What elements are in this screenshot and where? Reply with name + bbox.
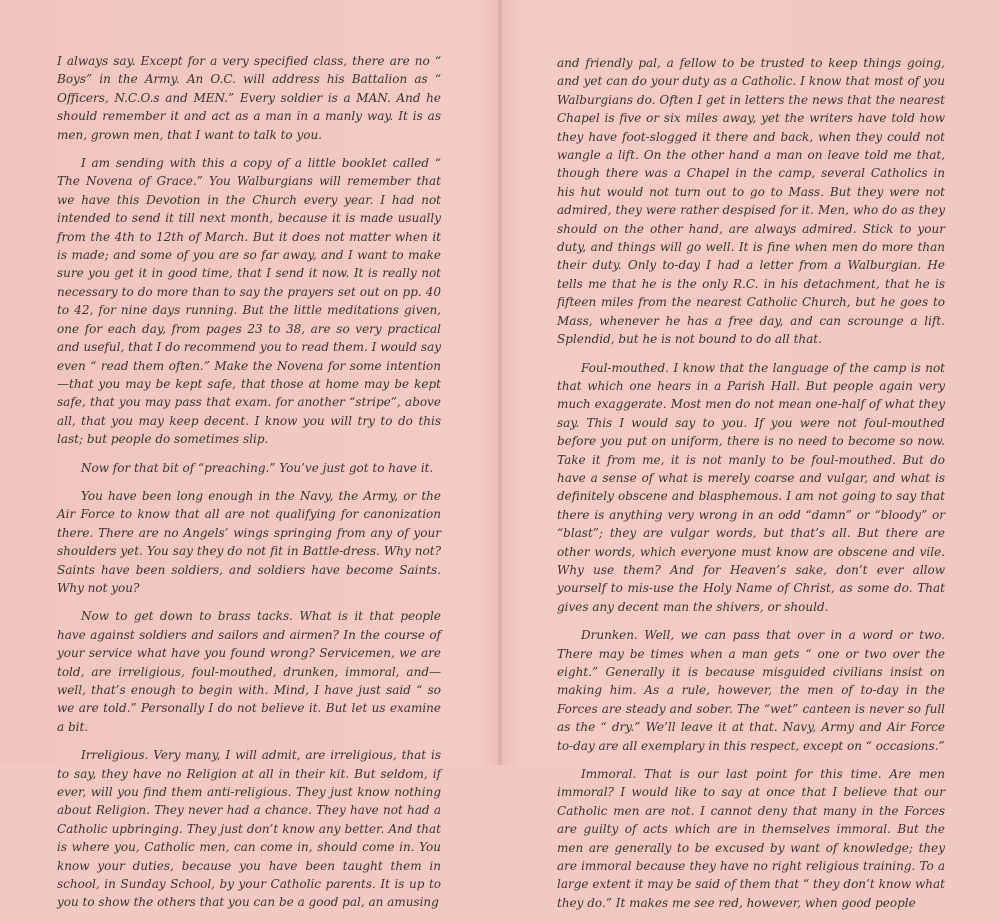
paragraph: Now to get down to brass tacks. What is it that people have against soldiers and sailors and airmen? In the course of your service what have you found wrong? Servicemen, we are told, are irreligious, foul-mouthed, drunken, immoral, and—well, that’s enough to begin with. Mind, I have just said “ so we are told.” Personally I do not believe it. But let us examine a bit. (57, 609, 441, 734)
paragraph: Foul-mouthed. I know that the language of the camp is not that which one hears in a Parish Hall. But people again very much exaggerate. Most men do not mean one-half of what they say. This I would say to you. If you were not foul-mouthed before you put on uniform, there is no need to become so now. Take it from me, it is not manly to be foul-mouthed. But do have a sense of what is merely coarse and vulgar, and what is definitely obscene and blasphemous. I am not going to say that there is anything very wrong in an odd “damn” or “bloody” or “blast”; they are vulgar words, but that’s all. But there are other words, which everyone must know are obscene and vile. Why use them? And for Heaven’s sake, don’t ever allow yourself to mis-use the Holy Name of Christ, as some do. That gives any decent man the shivers, or should. (557, 360, 945, 614)
paragraph: Now for that bit of “preaching.” You’ve just got to have it. (81, 460, 434, 475)
paragraph: Immoral. That is our last point for this time. Are men immoral? I would like to say at once that I believe that our Catholic men are not. I cannot deny that many in the Forces are guilty of acts which are in themselves immoral. But the men are generally to be excused by want of knowledge; they are immoral because they have no right religious training. To a large extent it may be said of them that “ they don’t know what they do.” It makes me see red, however, when good people (557, 767, 945, 910)
paragraph: You have been long enough in the Navy, the Army, or the Air Force to know that all are not qualifying for canonization there. There are no Angels’ wings springing from any of your shoulders yet. You say they do not fit in Battle-dress. Why not? Saints have been soldiers, and soldiers have become Saints. Why not you? (57, 488, 441, 595)
left-page-text (57, 52, 441, 922)
paragraph: I am sending with this a copy of a little booklet called “ The Novena of Grace.” You Walburgians will remember that we have this Devotion in the Church every year. I had not intended to send it till next month, because it is made usually from the 4th to 12th of March. But it does not matter when it is made; and some of you are so far away, and I want to make sure you get it in good time, that I send it now. It is really not necessary to do more than to say the prayers set out on pp. 40 to 42, for nine days running. But the little meditations given, one for each day, from pages 23 to 38, are so very practical and useful, that I do recommend you to read them. I would say even “ read them often.” Make the Novena for some intention—that you may be kept safe, that those at home may be kept safe, that you may pass that exam. for another “stripe”, above all, that you may keep decent. I know you will try to do this last; but people do sometimes slip. (57, 156, 441, 447)
paragraph: Irreligious. Very many, I will admit, are irreligious, that is to say, they have no Religion at all in their kit. But seldom, if ever, will you find them anti-religious. They just know nothing about Religion. They never had a chance. They have not had a Catholic upbringing. They just don’t know any better. And that is where you, Catholic men, can come in, should come in. You know your duties, because you have been taught them in school, in Sunday School, by your Catholic parents. It is up to you to show the others that you can be a good pal, an amusing (57, 748, 441, 910)
paragraph: Drunken. Well, we can pass that over in a word or two. There may be times when a man gets “ one or two over the eight.” Generally it is because misguided civilians insist on making him. As a rule, however, the men of to-day in the Forces are steady and sober. The “wet” canteen is never so full as the “ dry.” We’ll leave it at that. Navy, Army and Air Force to-day are all exemplary in this respect, except on “ occasions.” (557, 628, 945, 753)
paragraph: and friendly pal, a fellow to be trusted to keep things going, and yet can do your duty as a Catholic. I know that most of you Walburgians do. Often I get in letters the news that the nearest Chapel is five or six miles away, yet the writers have told how they have foot-slogged it there and back, when they could not wangle a lift. On the other hand a man on leave told me that, though there was a Chapel in the camp, several Catholics in his hut would not turn out to go to Mass. But they were not admired, they were rather despised for it. Men, who do as they should on the other hand, are always admired. Stick to your duty, and things will go well. It is fine when men do more than their duty. Only to-day I had a letter from a Walburgian. He tells me that he is the only R.C. in his detachment, that he is fifteen miles from the nearest Catholic Church, but he goes to Mass, whenever he has a free day, and can scrounge a lift. Splendid, but he is not bound to do all that. (557, 56, 945, 347)
page-fold (498, 0, 502, 765)
right-page-text (557, 54, 945, 922)
paragraph: I always say. Except for a very specified class, there are no “ Boys” in the Army. An O.C. will address his Battalion as “ Officers, N.C.O.s and MEN.” Every soldier is a MAN. And he should remember it and act as a man in a manly way. It is as men, grown men, that I want to talk to you. (57, 54, 441, 142)
